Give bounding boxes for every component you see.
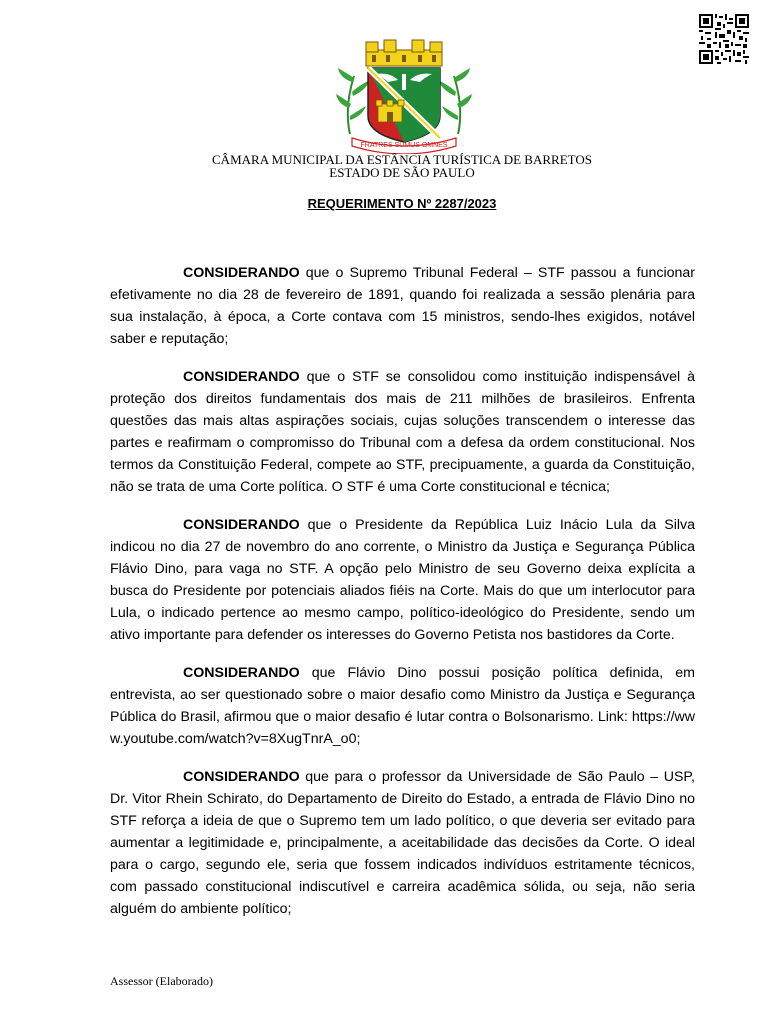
youtube-link[interactable]: https://www.youtube.com/watch?v=8XugTnrA_o0; [110, 709, 695, 747]
considerando-paragraph [110, 262, 695, 350]
state-name: ESTADO DE SÃO PAULO [329, 165, 475, 180]
document-body [110, 262, 695, 936]
paragraph-lead: CONSIDERANDO [183, 665, 300, 681]
considerando-paragraph [110, 766, 695, 920]
paragraph-lead: CONSIDERANDO [183, 369, 300, 385]
footer-author: Assessor (Elaborado) [110, 974, 213, 988]
paragraph-lead: CONSIDERANDO [183, 517, 300, 533]
considerando-paragraph [110, 662, 695, 750]
paragraph-lead: CONSIDERANDO [183, 769, 300, 785]
chamber-name: CÂMARA MUNICIPAL DA ESTÂNCIA TURÍSTICA DE BARRETOS [212, 152, 592, 167]
paragraph-text: que o Presidente da República Luiz Inácio Lula da Silva indicou no dia 27 de novembro do ano corrente, o Ministro da Justiça e Segurança Pública Flávio Dino, para vaga no STF. A opção pelo Ministro de seu Governo deixa explícita a busca do Presidente por potenciais aliados fiéis na Corte. Mais do que um interlocutor para Lula, o indicado pertence ao mesmo campo, político-ideológico do Presidente, sendo um ativo importante para defender os interesses do Governo Petista nos bastidores da Corte. [110, 517, 695, 643]
document-title: REQUERIMENTO Nº 2287/2023 [307, 196, 497, 211]
paragraph-text: que para o professor da Universidade de São Paulo – USP, Dr. Vitor Rhein Schirato, do Departamento de Direito do Estado, a entrada de Flávio Dino no STF reforça a ideia de que o Supremo tem um lado político, o que deveria ser evitado para aumentar a legitimidade e, principalmente, a aceitabilidade das decisões da Corte. O ideal para o cargo, segundo ele, seria que fossem indicados indivíduos estritamente técnicos, com passado constitucional indiscutível e carreira acadêmica sólida, ou seja, não seria alguém do ambiente político; [110, 769, 695, 917]
considerando-paragraph [110, 514, 695, 646]
paragraph-text: que o Supremo Tribunal Federal – STF passou a funcionar efetivamente no dia 28 de fevereiro de 1891, quando foi realizada a sessão plenária para sua instalação, à época, a Corte contava com 15 ministros, sendo-lhes exigidos, notável saber e reputação; [110, 265, 695, 347]
considerando-paragraph [110, 366, 695, 498]
paragraph-lead: CONSIDERANDO [183, 265, 300, 281]
paragraph-text: que o STF se consolidou como instituição indispensável à proteção dos direitos fundamentais dos mais de 211 milhões de brasileiros. Enfrenta questões das mais altas aspirações sociais, cujas soluções transcendem o interesse das partes e reafirmam o compromisso do Tribunal com a defesa da ordem constitucional. Nos termos da Constituição Federal, compete ao STF, precipuamente, a guarda da Constituição, não se trata de uma Corte política. O STF é uma Corte constitucional e técnica; [110, 369, 695, 495]
qr-code [699, 14, 749, 64]
crest-motto: FRATRES SUMUS OMNES [360, 142, 448, 149]
paragraph-text: que Flávio Dino possui posição política definida, em entrevista, ao ser questionado sobre o maior desafio como Ministro da Justiça e Segurança Pública do Brasil, afirmou que o maior desafio é lutar contra o Bolsonarismo. Link: [110, 665, 695, 725]
city-coat-of-arms [336, 38, 472, 154]
